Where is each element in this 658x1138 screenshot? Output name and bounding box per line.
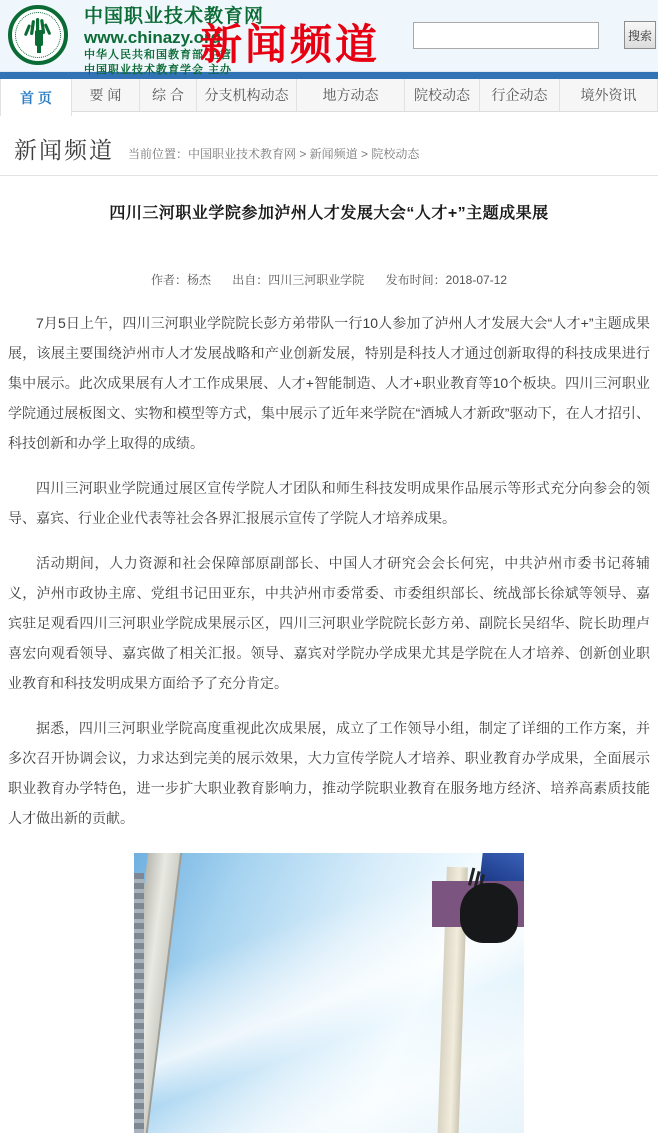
search-area: [413, 21, 656, 49]
article-published: 发布时间：2018-07-12: [385, 273, 508, 287]
logo-ring: [15, 12, 61, 58]
article-meta: [8, 271, 650, 288]
nav-item-branches[interactable]: 分支机构动态: [197, 79, 297, 111]
nav-item-news[interactable]: 要 闻: [72, 79, 140, 111]
section-title: 新闻频道: [14, 138, 114, 163]
photo-left-banner: [134, 873, 144, 1133]
nav-item-home[interactable]: 首 页: [0, 79, 72, 116]
article-paragraph: 7月5日上午，四川三河职业学院院长彭方弟带队一行10人参加了泸州人才发展大会“人才+”主题成果展，该展主要围绕泸州市人才发展战略和产业创新发展，特别是科技人才通过创新取得的科技成果进行集中展示。此次成果展有人才工作成果展、人才+智能制造、人才+职业教育等10个板块。四川三河职业学院通过展板图文、实物和模型等方式，集中展示了近年来学院在“酒城人才新政”驱动下，在人才招引、科技创新和办学上取得的成绩。: [8, 315, 650, 451]
article-photo-wrap: [8, 853, 650, 1138]
site-header: [0, 0, 658, 77]
nav-item-industry[interactable]: 行企动态: [480, 79, 560, 111]
channel-banner: 新闻频道: [200, 23, 381, 69]
supervisor-line: 中华人民共和国教育部 主管: [84, 49, 233, 62]
article-photo: [134, 853, 524, 1133]
article-paragraph: 四川三河职业学院通过展区宣传学院人才团队和师生科技发明成果作品展示等形式充分向参会的领导、嘉宾、行业企业代表等社会各界汇报展示宣传了学院人才培养成果。: [8, 480, 650, 526]
breadcrumb-row: [0, 112, 658, 176]
site-name: 中国职业技术教育网: [84, 6, 265, 27]
main-nav: [0, 79, 658, 112]
site-url[interactable]: www.chinazy.org: [84, 27, 221, 47]
breadcrumb[interactable]: 当前位置：中国职业技术教育网 > 新闻频道 > 院校动态: [128, 147, 420, 161]
article-paragraph: 活动期间，人力资源和社会保障部原副部长、中国人才研究会会长何宪，中共泸州市委书记蒋辅义，泸州市政协主席、党组书记田亚东，中共泸州市委常委、市委组织部长、统战部长徐斌等领导、嘉宾驻足观看四川三河职业学院成果展示区，四川三河职业学院院长彭方弟、副院长吴绍华、院长助理卢喜宏向观看领导、嘉宾做了相关汇报。领导、嘉宾对学院办学成果尤其是学院在人才培养、创新创业职业教育和科技发明成果方面给予了充分肯定。: [8, 555, 650, 691]
article-source: 出自：四川三河职业学院: [232, 273, 365, 287]
nav-item-colleges[interactable]: 院校动态: [405, 79, 480, 111]
site-logo[interactable]: [8, 5, 68, 65]
nav-item-general[interactable]: 综 合: [140, 79, 197, 111]
article-body: [8, 308, 650, 833]
organizer-line: 中国职业技术教育学会 主办: [84, 64, 233, 77]
article-author: 作者：杨杰: [150, 273, 211, 287]
article: [0, 200, 658, 1138]
search-button[interactable]: 搜索: [624, 21, 656, 49]
article-title: 四川三河职业学院参加泸州人才发展大会“人才+”主题成果展: [109, 205, 549, 222]
article-paragraph: 据悉，四川三河职业学院高度重视此次成果展，成立了工作领导小组，制定了详细的工作方案，并多次召开协调会议，力求达到完美的展示效果，大力宣传学院人才培养、职业教育办学成果，全面展示职业教育办学特色，进一步扩大职业教育影响力，推动学院职业教育在服务地方经济、培养高素质技能人才做出新的贡献。: [8, 720, 650, 826]
nav-item-overseas[interactable]: 境外资讯: [560, 79, 658, 111]
search-input[interactable]: [413, 22, 599, 49]
nav-item-local[interactable]: 地方动态: [297, 79, 405, 111]
photo-person-silhouette: [460, 883, 518, 943]
